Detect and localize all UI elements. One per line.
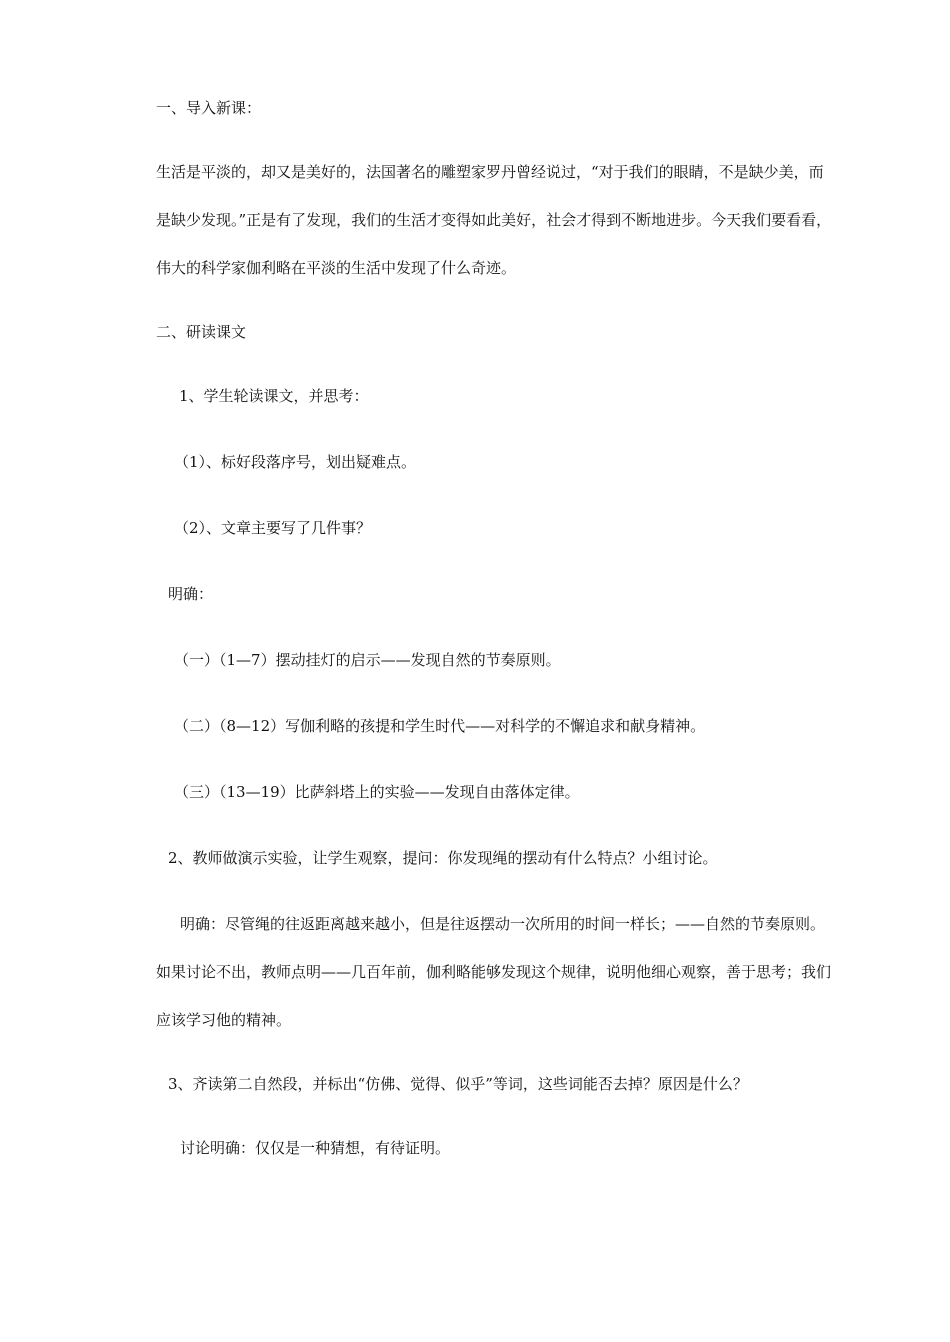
step-3-text: 3、齐读第二自然段，并标出“仿佛、觉得、似乎”等词，这些词能否去掉？原因是什么？ xyxy=(168,1075,748,1093)
step-2-answer-line-1: 明确：尽管绳的往返距离越来越小，但是往返摆动一次所用的时间一样长；——自然的节奏原则。 xyxy=(180,915,826,933)
clarify-label: 明确： xyxy=(168,585,214,603)
intro-paragraph-line-2: 是缺少发现。”正是有了发现，我们的生活才变得如此美好，社会才得到不断地进步。今天我们要看看， xyxy=(156,211,832,229)
step-2-answer-line-3: 应该学习他的精神。 xyxy=(156,1011,292,1029)
step-1-text: 1、学生轮读课文，并思考： xyxy=(179,387,369,405)
intro-paragraph-line-3: 伟大的科学家伽利略在平淡的生活中发现了什么奇迹。 xyxy=(156,259,517,277)
question-2-text: （2）、文章主要写了几件事？ xyxy=(174,519,372,537)
event-item-3: （三）（13—19）比萨斜塔上的实验——发现自由落体定律。 xyxy=(174,783,580,801)
step-2-answer-line-2: 如果讨论不出，教师点明——几百年前，伽利略能够发现这个规律，说明他细心观察，善于思考；我们 xyxy=(156,963,832,981)
step-2-text: 2、教师做演示实验，让学生观察，提问：你发现绳的摆动有什么特点？小组讨论。 xyxy=(168,849,718,867)
section-heading-intro: 一、导入新课： xyxy=(156,99,262,117)
step-3-answer: 讨论明确：仅仅是一种猜想，有待证明。 xyxy=(180,1139,451,1157)
event-item-1: （一）（1—7）摆动挂灯的启示——发现自然的节奏原则。 xyxy=(174,651,561,669)
intro-paragraph-line-1: 生活是平淡的，却又是美好的，法国著名的雕塑家罗丹曾经说过，“对于我们的眼睛，不是缺少美，而 xyxy=(156,163,824,181)
section-heading-study: 二、研读课文 xyxy=(156,323,247,341)
event-item-2: （二）（8—12）写伽利略的孩提和学生时代——对科学的不懈追求和献身精神。 xyxy=(174,717,706,735)
question-1-text: （1）、标好段落序号，划出疑难点。 xyxy=(174,453,417,471)
